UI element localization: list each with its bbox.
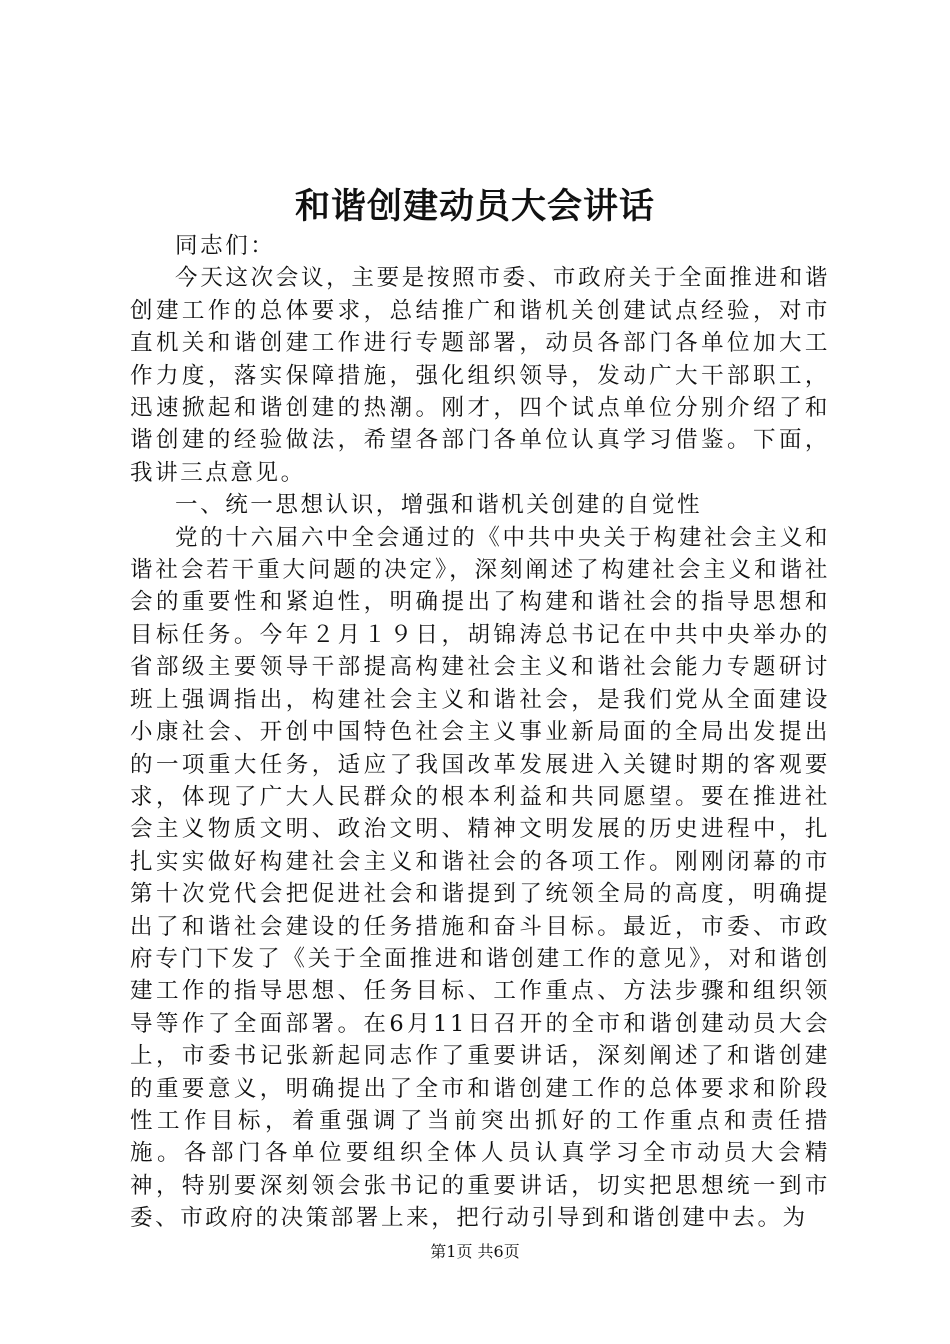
page-footer: 第1页 共6页: [430, 1242, 520, 1261]
document-body: [130, 230, 830, 1235]
section-heading: 一、统一思想认识，增强和谐机关创建的自觉性: [175, 492, 703, 519]
paragraph: 今天这次会议，主要是按照市委、市政府关于全面推进和谐创建工作的总体要求，总结推广和谐机关创建试点经验，对市直机关和谐创建工作进行专题部署，动员各部门各单位加大工作力度，落实保障措施，强化组织领导，发动广大干部职工，迅速掀起和谐创建的热潮。刚才，四个试点单位分别介绍了和谐创建的经验做法，希望各部门各单位认真学习借鉴。下面，我讲三点意见。: [130, 265, 830, 486]
paragraph: 党的十六届六中全会通过的《中共中央关于构建社会主义和谐社会若干重大问题的决定》，深刻阐述了构建社会主义和谐社会的重要性和紧迫性，明确提出了构建和谐社会的指导思想和目标任务。今年２月１９日，胡锦涛总书记在中共中央举办的省部级主要领导干部提高构建社会主义和谐社会能力专题研讨班上强调指出，构建社会主义和谐社会，是我们党从全面建设小康社会、开创中国特色社会主义事业新局面的全局出发提出的一项重大任务，适应了我国改革发展进入关键时期的客观要求，体现了广大人民群众的根本利益和共同愿望。要在推进社会主义物质文明、政治文明、精神文明发展的历史进程中，扎扎实实做好构建社会主义和谐社会的各项工作。刚刚闭幕的市第十次党代会把促进社会和谐提到了统领全局的高度，明确提出了和谐社会建设的任务措施和奋斗目标。最近，市委、市政府专门下发了《关于全面推进和谐创建工作的意见》，对和谐创建工作的指导思想、任务目标、工作重点、方法步骤和组织领导等作了全面部署。在6月11日召开的全市和谐创建动员大会上，市委书记张新起同志作了重要讲话，深刻阐述了和谐创建的重要意义，明确提出了全市和谐创建工作的总体要求和阶段性工作目标，着重强调了当前突出抓好的工作重点和责任措施。各部门各单位要组织全体人员认真学习全市动员大会精神，特别要深刻领会张书记的重要讲话，切实把思想统一到市委、市政府的决策部署上来，把行动引导到和谐创建中去。为: [130, 524, 830, 1232]
document-title: 和谐创建动员大会讲话: [294, 186, 655, 227]
salutation: 同志们：: [175, 233, 276, 259]
